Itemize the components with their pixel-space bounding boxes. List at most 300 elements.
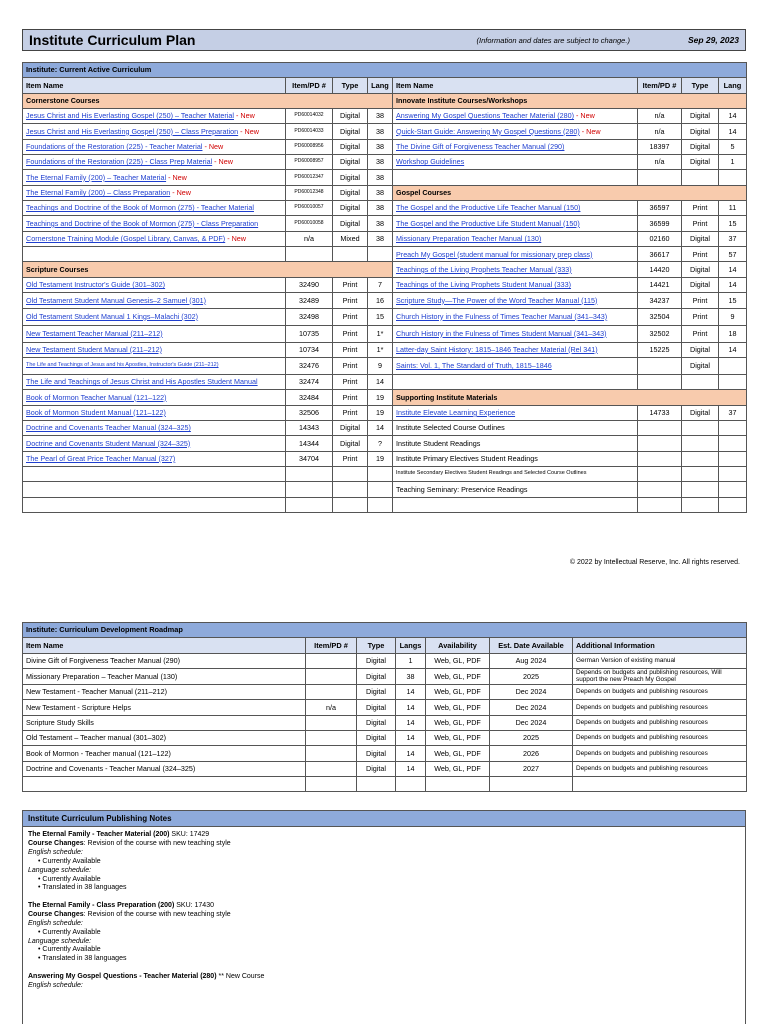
roadmap-name: Doctrine and Covenants - Teacher Manual (324–325) [23,761,306,776]
item-type: Print [333,277,368,292]
table-row [23,390,747,405]
new-badge: - New [212,157,233,167]
item-name-cell[interactable] [23,342,286,357]
item-id: 32504 [638,308,682,325]
table-row [23,231,747,246]
item-name-cell [23,247,286,262]
item-id: n/a [638,124,682,139]
item-id: 18397 [638,139,682,154]
roadmap-type: Digital [357,730,396,745]
item-lang [719,420,747,435]
roadmap-langs: 1 [396,653,426,668]
item-name-cell[interactable] [393,201,638,216]
table-row [23,262,747,277]
item-name-cell [393,374,638,389]
item-name-cell[interactable] [23,201,286,216]
column-header: Type [333,78,368,93]
item-lang: 9 [719,308,747,325]
item-id: PD60010058 [286,216,333,231]
new-badge: - New [202,142,224,152]
roadmap-avail: Web, GL, PDF [426,730,490,745]
roadmap-type: Digital [357,700,396,715]
page-date: Sep 29, 2023 [687,35,739,45]
item-link[interactable]: Old Testament Student Manual 1 Kings–Malachi (302) [26,311,199,321]
column-header: Lang [719,78,747,93]
item-link[interactable]: Church History in the Fulness of Times Student Manual (341–343) [396,328,607,338]
item-link[interactable]: The Life and Teachings of Jesus Christ and His Apostles Student Manual [26,377,258,387]
table-row [23,746,747,761]
item-type [333,466,368,481]
item-link[interactable]: Doctrine and Covenants Student Manual (324–325) [26,438,191,448]
roadmap-id [306,685,357,700]
item-name-cell[interactable] [393,247,638,262]
item-link[interactable]: Quick-Start Guide: Answering My Gospel Questions (280) [396,126,580,136]
note-bullet: • Currently Available [38,946,101,954]
note-changes-label: Course Changes [28,839,84,847]
note-bullet-text: Currently Available [42,928,101,936]
roadmap-type: Digital [357,715,396,730]
roadmap-info: Depends on budgets and publishing resources [573,730,747,745]
roadmap-info [573,776,747,791]
item-id: 32474 [286,374,333,389]
item-name-cell[interactable] [393,124,638,139]
item-link[interactable]: Saints: Vol. 1, The Standard of Truth, 1815–1846 [396,361,552,371]
item-lang: ? [368,436,393,451]
roadmap-table [22,622,747,792]
item-name-cell[interactable] [23,185,286,200]
item-name-cell [23,482,286,497]
item-name-cell[interactable] [393,405,638,420]
note-bullet-text: Translated in 38 languages [42,884,127,892]
note-english-label [28,982,740,991]
note-item [28,902,740,964]
item-lang: 9 [368,357,393,374]
roadmap-langs [396,776,426,791]
item-lang: 57 [719,247,747,262]
note-heading-line [28,831,740,840]
item-type [333,497,368,512]
item-id: 02160 [638,231,682,246]
item-name-cell [23,466,286,481]
table-row [23,109,747,124]
item-name: Institute Primary Electives Student Readings [396,453,538,463]
item-name-cell[interactable] [23,216,286,231]
new-badge: - New [170,188,191,198]
table-row [23,155,747,170]
item-type: Print [333,405,368,420]
note-heading: The Eternal Family - Class Preparation (200) [28,901,175,909]
item-type: Print [682,293,719,308]
roadmap-date: 2027 [490,761,573,776]
roadmap-id: n/a [306,700,357,715]
note-bullet: • Currently Available [38,928,101,936]
item-type [682,170,719,185]
item-type [682,374,719,389]
section-heading: Supporting Institute Materials [393,390,747,405]
table-row [23,715,747,730]
roadmap-avail: Web, GL, PDF [426,668,490,684]
item-type [682,420,719,435]
item-lang: 38 [368,124,393,139]
item-type: Digital [682,109,719,124]
item-type: Digital [333,201,368,216]
item-name-cell[interactable] [23,420,286,435]
item-link[interactable]: Teachings and Doctrine of the Book of Mormon (275) - Class Preparation [26,218,259,228]
item-type [682,436,719,451]
note-changes: : Revision of the course with new teaching style [83,839,231,847]
item-type: Digital [682,405,719,420]
item-type: Digital [333,139,368,154]
item-link[interactable]: The Pearl of Great Price Teacher Manual (327) [26,453,176,463]
item-id: 36617 [638,247,682,262]
item-lang: 14 [719,109,747,124]
item-lang: 38 [368,109,393,124]
table-row [23,170,747,185]
roadmap-avail [426,776,490,791]
item-name-cell[interactable] [23,109,286,124]
item-lang [719,357,747,374]
item-lang: 38 [368,170,393,185]
item-link[interactable]: Institute Elevate Learning Experience [396,407,516,417]
item-lang: 37 [719,405,747,420]
item-name-cell[interactable] [393,308,638,325]
item-lang [368,247,393,262]
item-name-cell[interactable] [23,170,286,185]
item-link[interactable]: Doctrine and Covenants Teacher Manual (324–325) [26,423,191,433]
item-lang: 14 [719,277,747,292]
item-type: Digital [682,277,719,292]
item-lang: 14 [719,124,747,139]
item-name-cell[interactable] [23,390,286,405]
roadmap-name: Old Testament – Teacher manual (301–302) [23,730,306,745]
table-row [23,247,747,262]
item-type: Print [333,390,368,405]
item-name-cell[interactable] [393,342,638,357]
roadmap-date: Aug 2024 [490,653,573,668]
table-row [23,293,747,308]
note-bullet-text: Currently Available [42,857,101,865]
table-row [23,420,747,435]
column-header: Lang [368,78,393,93]
section-heading: Gospel Courses [393,185,747,200]
active-table-title: Institute: Current Active Curriculum [23,63,747,78]
item-name-cell[interactable] [393,293,638,308]
note-heading-line [28,902,740,911]
roadmap-date: 2025 [490,730,573,745]
item-id: PD60010057 [286,201,333,216]
item-lang: 38 [368,216,393,231]
item-link[interactable]: The Eternal Family (200) – Teacher Material [26,172,167,182]
item-lang: 38 [368,139,393,154]
item-lang [719,497,747,512]
roadmap-langs: 14 [396,761,426,776]
new-badge: - New [579,126,601,136]
item-name-cell[interactable] [393,109,638,124]
item-id: PD60008957 [286,155,333,170]
table-row [23,653,747,668]
item-id: 10735 [286,325,333,342]
item-lang [719,451,747,466]
item-name-cell[interactable] [393,139,638,154]
active-table-title-row [23,63,747,78]
column-header: Item Name [393,78,638,93]
item-link[interactable]: The Gospel and the Productive Life Student Manual (150) [396,218,580,228]
item-id: n/a [286,231,333,246]
item-lang [719,482,747,497]
item-name-cell[interactable] [23,277,286,292]
item-link[interactable]: Teachings of the Living Prophets Student Manual (333) [396,280,572,290]
roadmap-type: Digital [357,685,396,700]
item-lang: 14 [719,342,747,357]
item-lang: 19 [368,405,393,420]
item-link[interactable]: The Life and Teachings of Jesus and his Apostles, Instructor's Guide (211–212) [26,362,219,369]
column-header: Additional Information [573,638,747,653]
item-type: Digital [333,420,368,435]
item-name-cell[interactable] [23,155,286,170]
roadmap-info: Depends on budgets and publishing resources, Will support the new Preach My Gospel [573,668,747,684]
column-header: Item Name [23,78,286,93]
item-type: Digital [682,357,719,374]
table-row [23,216,747,231]
item-link[interactable]: Cornerstone Training Module (Gospel Library, Canvas, & PDF) [26,234,226,244]
item-lang: 1* [368,325,393,342]
roadmap-avail: Web, GL, PDF [426,715,490,730]
item-id: 32506 [286,405,333,420]
new-badge: - New [225,234,246,244]
item-lang: 19 [368,390,393,405]
roadmap-date: Dec 2024 [490,700,573,715]
roadmap-langs: 14 [396,685,426,700]
item-name-cell[interactable] [393,155,638,170]
note-english-label-text: English schedule: [28,919,83,927]
publishing-notes [22,810,746,1024]
item-type: Digital [682,155,719,170]
item-type: Digital [333,155,368,170]
item-type: Digital [682,139,719,154]
item-id: 34704 [286,451,333,466]
item-name-cell [393,497,638,512]
item-link[interactable]: Answering My Gospel Questions Teacher Material (280) [396,111,575,121]
roadmap-info: Depends on budgets and publishing resources [573,700,747,715]
item-type [333,482,368,497]
item-link[interactable]: The Eternal Family (200) – Class Preparation [26,188,171,198]
item-id: PD60014033 [286,124,333,139]
note-changes: : Revision of the course with new teaching style [83,910,231,918]
item-id: 32498 [286,308,333,325]
item-lang: 1 [719,155,747,170]
item-link[interactable]: Book of Mormon Teacher Manual (121–122) [26,392,167,402]
table-row [23,308,747,325]
item-id: 36597 [638,201,682,216]
item-lang: 18 [719,325,747,342]
item-link[interactable]: Church History in the Fulness of Times Teacher Manual (341–343) [396,311,608,321]
item-type: Digital [682,342,719,357]
item-name-cell[interactable] [23,436,286,451]
roadmap-date: 2025 [490,668,573,684]
item-name: Institute Selected Course Outlines [396,423,505,433]
item-id [286,466,333,481]
item-lang: 15 [719,216,747,231]
roadmap-avail: Web, GL, PDF [426,761,490,776]
item-link[interactable]: Preach My Gospel (student manual for missionary prep class) [396,249,593,259]
table-row [23,776,747,791]
item-link[interactable]: Missionary Preparation Teacher Manual (130) [396,234,542,244]
item-id: PD60012347 [286,170,333,185]
item-link[interactable]: Jesus Christ and His Everlasting Gospel (250) – Teacher Material [26,111,234,121]
item-type: Print [333,325,368,342]
roadmap-info: Depends on budgets and publishing resources [573,746,747,761]
table-row [23,497,747,512]
roadmap-name: Scripture Study Skills [23,715,306,730]
table-row [23,201,747,216]
item-lang: 38 [368,201,393,216]
item-id: n/a [638,155,682,170]
item-lang: 1* [368,342,393,357]
roadmap-date: Dec 2024 [490,715,573,730]
item-name: Institute Secondary Electives Student Readings and Selected Course Outlines [396,470,587,477]
roadmap-id [306,776,357,791]
table-row [23,405,747,420]
item-lang [368,466,393,481]
item-id: 34237 [638,293,682,308]
column-header: Langs [396,638,426,653]
item-lang [719,436,747,451]
item-link[interactable]: Foundations of the Restoration (225) - Teacher Material [26,142,203,152]
roadmap-date: 2026 [490,746,573,761]
item-name-cell[interactable] [23,357,286,374]
item-id: 14420 [638,262,682,277]
table-row [23,700,747,715]
table-row [23,325,747,342]
item-name-cell[interactable] [393,216,638,231]
item-name-cell[interactable] [393,325,638,342]
item-link[interactable]: New Testament Teacher Manual (211–212) [26,328,163,338]
roadmap-langs: 38 [396,668,426,684]
item-link[interactable]: Teachings and Doctrine of the Book of Mormon (275) - Teacher Material [26,203,254,213]
item-lang: 7 [368,277,393,292]
item-name-cell[interactable] [393,231,638,246]
item-link[interactable]: Scripture Study—The Power of the Word Teacher Manual (115) [396,295,598,305]
item-name-cell[interactable] [23,293,286,308]
item-link[interactable]: Workshop Guidelines [396,157,465,167]
table-row [23,685,747,700]
table-row [23,139,747,154]
roadmap-title: Institute: Curriculum Development Roadmap [23,623,747,638]
note-sku: SKU: 17430 [174,901,214,909]
roadmap-date [490,776,573,791]
column-header: Est. Date Available [490,638,573,653]
item-id: 36599 [638,216,682,231]
item-link[interactable]: Book of Mormon Student Manual (121–122) [26,407,166,417]
note-english-label [28,849,740,858]
item-id: PD60008956 [286,139,333,154]
item-link[interactable]: The Gospel and the Productive Life Teacher Manual (150) [396,203,581,213]
item-id [638,357,682,374]
item-type: Print [333,342,368,357]
item-lang: 38 [368,155,393,170]
item-name-cell[interactable] [23,124,286,139]
copyright: © 2022 by Intellectual Reserve, Inc. All rights reserved. [569,559,740,566]
note-english-label [28,920,740,929]
note-bullet-text: Translated in 38 languages [42,955,127,963]
note-language-label [28,867,740,876]
item-id [638,374,682,389]
item-link[interactable]: New Testament Student Manual (211–212) [26,344,162,354]
item-name-cell[interactable] [23,231,286,246]
roadmap-id [306,730,357,745]
item-type: Print [682,201,719,216]
item-name-cell [393,420,638,435]
new-badge: - New [238,126,259,136]
item-link[interactable]: Jesus Christ and His Everlasting Gospel (250) – Class Preparation [26,126,239,136]
item-link[interactable]: Old Testament Student Manual Genesis–2 Samuel (301) [26,295,207,305]
new-badge: - New [166,172,187,182]
roadmap-title-row [23,623,747,638]
item-type [682,451,719,466]
note-bullet: • Translated in 38 languages [38,884,127,892]
item-link[interactable]: Old Testament Instructor's Guide (301–302) [26,280,166,290]
note-language-label-text: Language schedule: [28,866,92,874]
roadmap-avail: Web, GL, PDF [426,685,490,700]
item-id: 14733 [638,405,682,420]
item-name-cell[interactable] [23,325,286,342]
roadmap-info: Depends on budgets and publishing resources [573,715,747,730]
item-type: Digital [333,109,368,124]
item-type: Print [333,293,368,308]
item-id [638,451,682,466]
table-row [23,436,747,451]
note-bullet-text: Currently Available [42,875,101,883]
item-name-cell[interactable] [393,357,638,374]
item-type [333,247,368,262]
item-name-cell[interactable] [23,374,286,389]
table-row [23,730,747,745]
item-name-cell[interactable] [23,405,286,420]
item-lang [719,374,747,389]
item-link[interactable]: Teachings of the Living Prophets Teacher Manual (333) [396,264,572,274]
item-id [638,170,682,185]
note-language-label-text: Language schedule: [28,937,92,945]
item-lang: 14 [368,374,393,389]
roadmap-langs: 14 [396,746,426,761]
item-type: Print [333,374,368,389]
column-header: Item/PD # [286,78,333,93]
item-name-cell[interactable] [23,451,286,466]
table-row [23,124,747,139]
note-changes-label: Course Changes [28,910,84,918]
item-type: Digital [682,262,719,277]
item-lang: 15 [368,308,393,325]
item-lang [368,482,393,497]
new-badge: - New [574,111,595,121]
roadmap-name: Missionary Preparation – Teacher Manual (130) [23,668,306,684]
item-name-cell[interactable] [393,262,638,277]
item-id [286,482,333,497]
item-type: Print [333,357,368,374]
publishing-notes-title: Institute Curriculum Publishing Notes [23,811,745,827]
item-type: Print [333,308,368,325]
item-name-cell[interactable] [23,139,286,154]
table-row [23,761,747,776]
item-name-cell[interactable] [23,308,286,325]
item-name-cell[interactable] [393,277,638,292]
table-row [23,342,747,357]
item-link[interactable]: Foundations of the Restoration (225) - Class Prep Material [26,157,213,167]
item-link[interactable]: The Divine Gift of Forgiveness Teacher Manual (290) [396,142,565,152]
item-link[interactable]: Latter-day Saint History: 1815–1846 Teacher Material (Rel 341) [396,344,598,354]
roadmap-type [357,776,396,791]
item-lang: 11 [719,201,747,216]
